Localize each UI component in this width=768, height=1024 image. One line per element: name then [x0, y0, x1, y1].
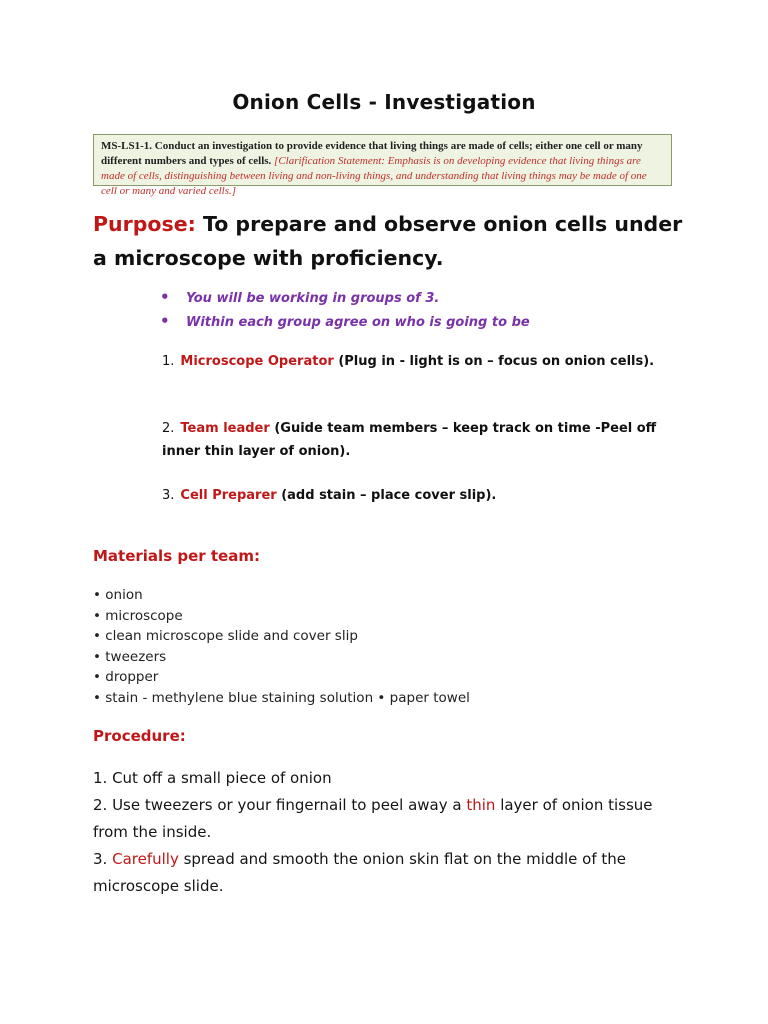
list-item: • dropper [93, 669, 159, 685]
list-item: • tweezers [93, 648, 167, 665]
standard-code: MS-LS1-1. [101, 140, 153, 152]
step-text: spread and smooth the onion skin flat on the middle of the microscope slide. [93, 850, 626, 895]
materials-heading: Materials per team: [93, 547, 260, 565]
list-item: • stain - methylene blue staining solution • paper towel [93, 689, 470, 706]
emphasis-text: thin [466, 796, 496, 814]
materials-list [93, 585, 470, 708]
procedure-steps [93, 765, 673, 900]
bullet-icon: • [160, 288, 170, 306]
procedure-step-2 [93, 792, 673, 846]
role-number: 1. [162, 354, 175, 369]
list-item [160, 312, 530, 330]
emphasis-text: Carefully [112, 850, 179, 868]
role-description: (Plug in - light is on – focus on onion cells). [338, 354, 655, 369]
role-description: (add stain – place cover slip). [281, 488, 497, 503]
procedure-step-3 [93, 846, 673, 900]
list-item [160, 288, 439, 306]
role-number: 3. [162, 488, 175, 503]
procedure-step-1: 1. Cut off a small piece of onion [93, 769, 332, 787]
role-item [162, 417, 672, 463]
page-title: Onion Cells - Investigation [232, 90, 536, 114]
list-item: • onion [93, 587, 143, 603]
bullet-text: You will be working in groups of 3. [186, 291, 440, 306]
standard-statement: Conduct an investigation to provide evidence that living things are made of cells; either one cell or many different numbers and types of cells. [101, 140, 643, 167]
purpose-label: Purpose: [93, 212, 196, 236]
role-name: Microscope Operator [180, 354, 334, 369]
role-name: Cell Preparer [180, 488, 277, 503]
list-item: • clean microscope slide and cover slip [93, 628, 358, 644]
standard-clarification: [Clarification Statement: Emphasis is on developing evidence that living things are made of cells, distinguishing between living and non-living things, and understanding that living things may be made of one cell or many and varied cells.] [101, 155, 647, 197]
step-text: 3. [93, 850, 113, 868]
list-item: • microscope [93, 607, 183, 624]
role-item [162, 350, 672, 373]
standard-box [93, 134, 672, 197]
step-text: layer of onion tissue from the inside. [93, 796, 653, 841]
bullet-text: Within each group agree on who is going to be [186, 315, 530, 330]
step-text: 2. Use tweezers or your fingernail to peel away a [93, 796, 467, 814]
purpose-section [93, 207, 693, 275]
role-name: Team leader [180, 421, 270, 436]
bullet-icon: • [160, 312, 170, 330]
role-number: 2. [162, 421, 175, 436]
role-item [162, 484, 672, 507]
role-description: (Guide team members – keep track on time -Peel off inner thin layer of onion). [162, 421, 657, 459]
purpose-text: To prepare and observe onion cells under a microscope with proficiency. [93, 212, 683, 270]
procedure-heading: Procedure: [93, 727, 186, 745]
